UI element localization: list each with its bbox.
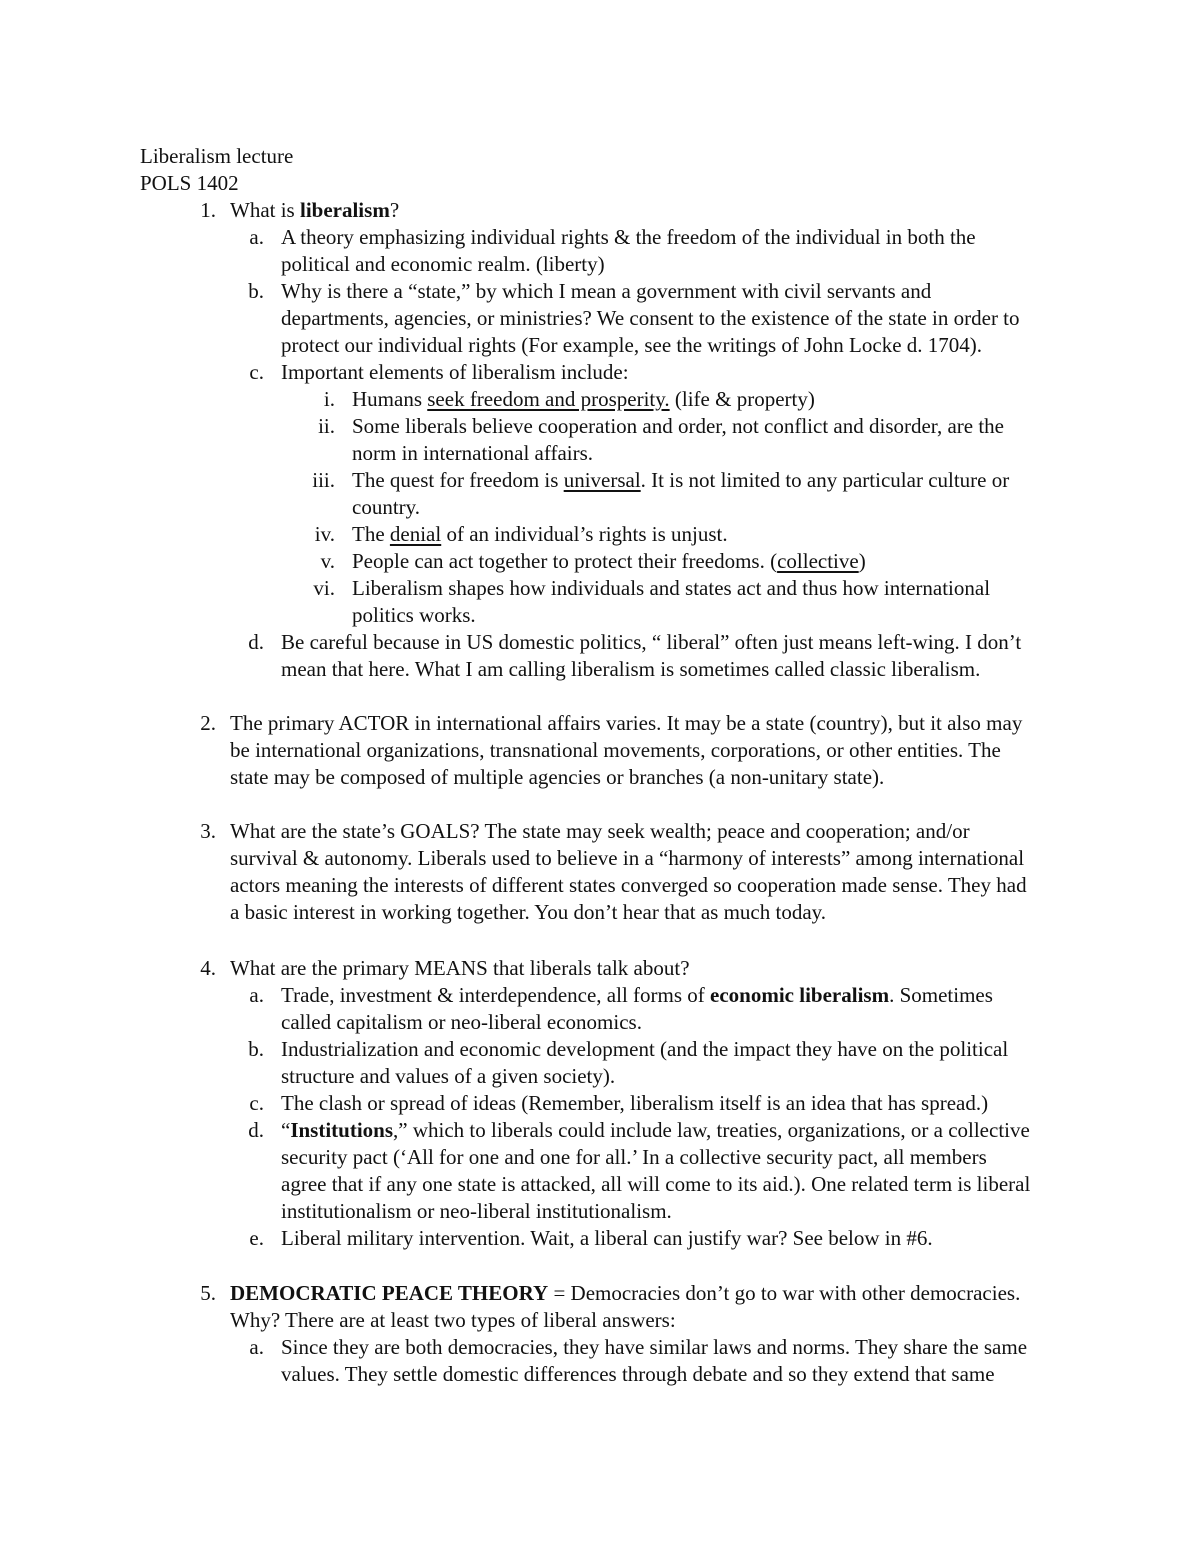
text-line: Since they are both democracies, they have similar laws and norms. They share the same bbox=[281, 1335, 1028, 1359]
text-line: be international organizations, transnational movements, corporations, or other entities. The bbox=[230, 738, 1001, 762]
item-letter: b. bbox=[248, 1037, 264, 1061]
item-letter: a. bbox=[249, 225, 264, 249]
text-line: Be careful because in US domestic politics, “ liberal” often just means left-wing. I don’t bbox=[281, 630, 1022, 654]
text-line: protect our individual rights (For example, see the writings of John Locke d. 1704). bbox=[281, 333, 983, 357]
text-line: The primary ACTOR in international affairs varies. It may be a state (country), but it also may bbox=[230, 711, 1023, 735]
item-letter: d. bbox=[248, 630, 264, 654]
text-line: departments, agencies, or ministries? We consent to the existence of the state in order to bbox=[281, 306, 1020, 330]
item-roman: i. bbox=[323, 387, 335, 411]
text-line: Industrialization and economic development (and the impact they have on the political bbox=[281, 1037, 1009, 1061]
item-roman: iv. bbox=[314, 522, 335, 546]
text-line: politics works. bbox=[352, 603, 476, 627]
item-letter: d. bbox=[248, 1118, 264, 1142]
text-line: The denial of an individual’s rights is unjust. bbox=[352, 522, 728, 546]
course-code: POLS 1402 bbox=[140, 171, 239, 195]
text-line: norm in international affairs. bbox=[352, 441, 594, 465]
item-letter: a. bbox=[249, 1335, 264, 1359]
item-letter: c. bbox=[249, 360, 264, 384]
text-line: state may be composed of multiple agencies or branches (a non-unitary state). bbox=[230, 765, 885, 789]
item-number: 3. bbox=[200, 819, 216, 843]
underlined-term: collective bbox=[777, 549, 859, 573]
text-line: structure and values of a given society). bbox=[281, 1064, 616, 1088]
text-line: values. They settle domestic differences through debate and so they extend that same bbox=[281, 1362, 995, 1386]
underlined-term: denial bbox=[389, 522, 442, 546]
bold-term: DEMOCRATIC PEACE THEORY bbox=[230, 1281, 549, 1305]
text-line: Why is there a “state,” by which I mean a government with civil servants and bbox=[281, 279, 932, 303]
item-roman: iii. bbox=[312, 468, 335, 492]
text-line: The quest for freedom is universal. It is not limited to any particular culture or bbox=[352, 468, 1010, 492]
text-line: country. bbox=[352, 495, 421, 519]
item-roman: ii. bbox=[318, 414, 335, 438]
text-line: a basic interest in working together. You don’t hear that as much today. bbox=[230, 900, 827, 924]
text-line: What are the state’s GOALS? The state may seek wealth; peace and cooperation; and/or bbox=[230, 819, 970, 843]
item-number: 2. bbox=[200, 711, 216, 735]
item-letter: b. bbox=[248, 279, 264, 303]
text-line: Liberal military intervention. Wait, a liberal can justify war? See below in #6. bbox=[281, 1226, 933, 1250]
text-line: Humans seek freedom and prosperity. (life & property) bbox=[352, 387, 815, 411]
bold-term: Institutions bbox=[290, 1118, 394, 1142]
underlined-term: seek freedom and prosperity. bbox=[427, 387, 670, 411]
text-line: Trade, investment & interdependence, all forms of economic liberalism. Sometimes bbox=[281, 983, 993, 1007]
item-roman: vi. bbox=[313, 576, 335, 600]
text-line: mean that here. What I am calling liberalism is sometimes called classic liberalism. bbox=[281, 657, 981, 681]
item-letter: c. bbox=[249, 1091, 264, 1115]
text-line: What are the primary MEANS that liberals talk about? bbox=[230, 956, 690, 980]
item-number: 5. bbox=[200, 1281, 216, 1305]
section-1-question: What is liberalism? bbox=[230, 198, 400, 222]
text-line: political and economic realm. (liberty) bbox=[281, 252, 605, 276]
text-line: “Institutions,” which to liberals could include law, treaties, organizations, or a collective bbox=[281, 1118, 1030, 1142]
item-roman: v. bbox=[320, 549, 335, 573]
item-letter: e. bbox=[249, 1226, 264, 1250]
text-line: Some liberals believe cooperation and order, not conflict and disorder, are the bbox=[352, 414, 1004, 438]
item-number: 1. bbox=[200, 198, 216, 222]
bold-term: economic liberalism bbox=[710, 983, 890, 1007]
text-line: People can act together to protect their freedoms. (collective) bbox=[352, 549, 866, 573]
text-line: agree that if any one state is attacked, all will come to its aid.). One related term is liberal bbox=[281, 1172, 1031, 1196]
document-title: Liberalism lecture bbox=[140, 144, 294, 168]
text-line: Liberalism shapes how individuals and states act and thus how international bbox=[352, 576, 991, 600]
item-number: 4. bbox=[200, 956, 216, 980]
text-line: A theory emphasizing individual rights & the freedom of the individual in both the bbox=[281, 225, 976, 249]
text-line: Why? There are at least two types of liberal answers: bbox=[230, 1308, 676, 1332]
text-line: actors meaning the interests of different states converged so cooperation made sense. They had bbox=[230, 873, 1027, 897]
item-letter: a. bbox=[249, 983, 264, 1007]
text-line: The clash or spread of ideas (Remember, liberalism itself is an idea that has spread.) bbox=[281, 1091, 989, 1115]
text-line: Important elements of liberalism include: bbox=[281, 360, 629, 384]
text-line: DEMOCRATIC PEACE THEORY = Democracies don’t go to war with other democracies. bbox=[230, 1281, 1021, 1305]
text-line: security pact (‘All for one and one for all.’ In a collective security pact, all members bbox=[281, 1145, 987, 1169]
text-line: called capitalism or neo-liberal economics. bbox=[281, 1010, 642, 1034]
text-line: survival & autonomy. Liberals used to believe in a “harmony of interests” among international bbox=[230, 846, 1025, 870]
underlined-term: universal bbox=[563, 468, 641, 492]
text-line: institutionalism or neo-liberal institutionalism. bbox=[281, 1199, 672, 1223]
